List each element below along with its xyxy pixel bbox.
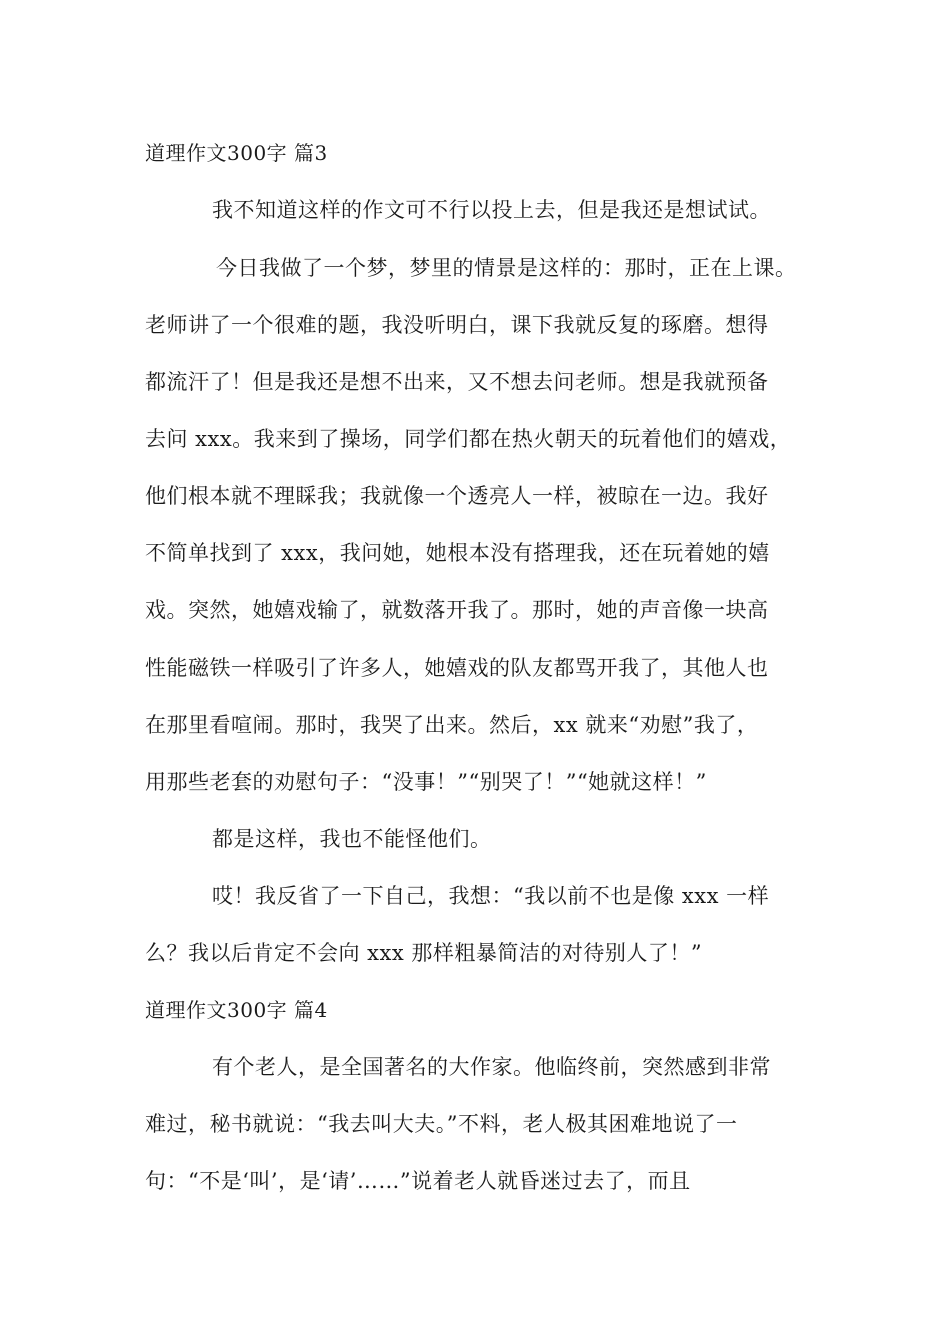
paragraph-line: 戏。突然，她嬉戏输了，就数落开我了。那时，她的声音像一块高 xyxy=(145,598,769,622)
paragraph-line: 用那些老套的劝慰句子：“没事！”“别哭了！”“她就这样！” xyxy=(145,770,707,794)
section-4-heading: 道理作文300字 篇4 xyxy=(145,998,328,1022)
paragraph-line: 我不知道这样的作文可不行以投上去，但是我还是想试试。 xyxy=(212,198,771,222)
paragraph-line: 今日我做了一个梦，梦里的情景是这样的：那时，正在上课。 xyxy=(216,256,797,280)
paragraph-line: 有个老人，是全国著名的大作家。他临终前，突然感到非常 xyxy=(212,1055,771,1079)
paragraph-line: 在那里看喧闹。那时，我哭了出来。然后，xx 就来“劝慰”我了， xyxy=(145,713,759,737)
paragraph-line: 都流汗了！但是我还是想不出来，又不想去问老师。想是我就预备 xyxy=(145,370,769,394)
paragraph-line: 句：“不是‘叫’，是‘请’……”说着老人就昏迷过去了，而且 xyxy=(145,1169,691,1193)
paragraph-line: 哎！我反省了一下自己，我想：“我以前不也是像 xxx 一样 xyxy=(212,884,770,908)
paragraph-line: 难过，秘书就说：“我去叫大夫。”不料，老人极其困难地说了一 xyxy=(145,1112,738,1136)
paragraph-line: 么？我以后肯定不会向 xxx 那样粗暴简洁的对待别人了！” xyxy=(145,941,703,965)
paragraph-line: 都是这样，我也不能怪他们。 xyxy=(212,827,492,851)
paragraph-line: 老师讲了一个很难的题，我没听明白，课下我就反复的琢磨。想得 xyxy=(145,313,769,337)
paragraph-line: 他们根本就不理睬我；我就像一个透亮人一样，被晾在一边。我好 xyxy=(145,484,769,508)
paragraph-line: 去问 xxx。我来到了操场，同学们都在热火朝天的玩着他们的嬉戏， xyxy=(145,427,792,451)
paragraph-line: 不简单找到了 xxx，我问她，她根本没有搭理我，还在玩着她的嬉 xyxy=(145,541,770,565)
section-3-heading: 道理作文300字 篇3 xyxy=(145,141,328,165)
paragraph-line: 性能磁铁一样吸引了许多人，她嬉戏的队友都骂开我了，其他人也 xyxy=(145,656,769,680)
